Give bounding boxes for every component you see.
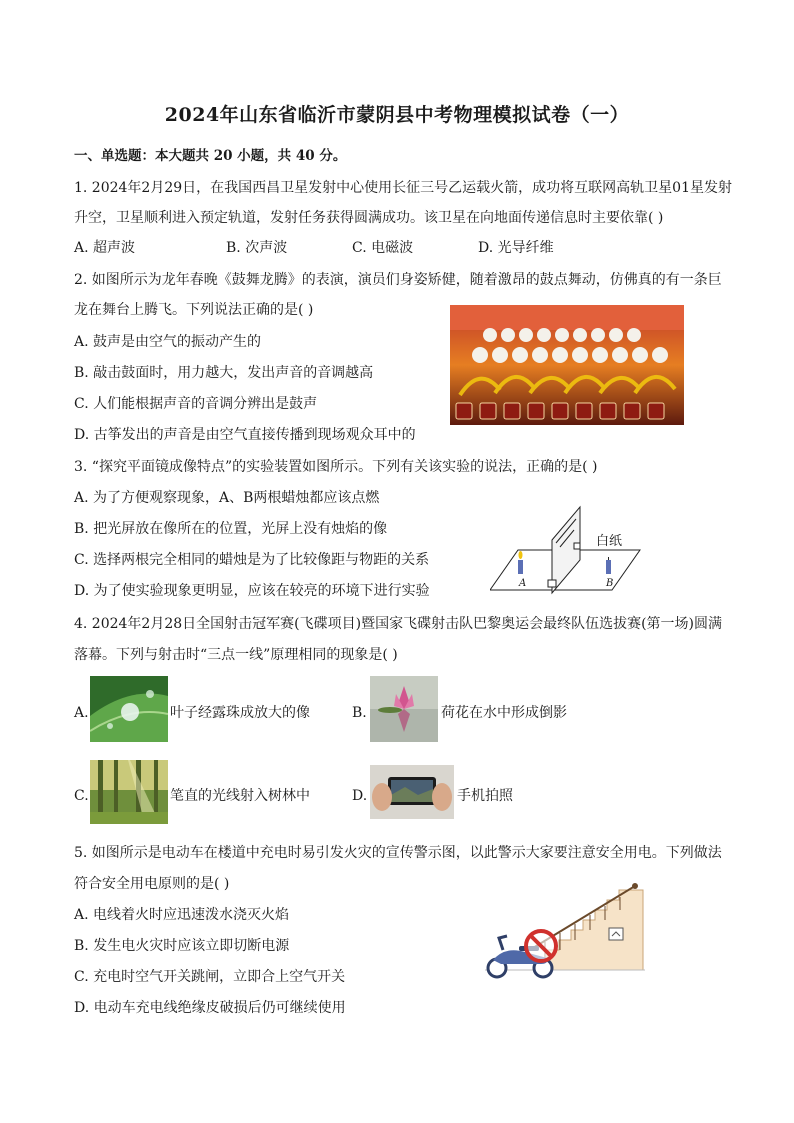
q5-option-a: A. 电线着火时应迅速泼水浇灭火焰 bbox=[74, 907, 290, 923]
q1-option-c: C. 电磁波 bbox=[352, 240, 414, 256]
candle-b-label: B bbox=[606, 578, 614, 589]
section-header: 一、单选题：本大题共 20 小题，共 40 分。 bbox=[74, 148, 347, 164]
paper-label: 白纸 bbox=[596, 534, 623, 549]
q2-option-c: C. 人们能根据声音的音调分辨出是鼓声 bbox=[74, 396, 318, 412]
q2-stem-line2: 龙在舞台上腾飞。下列说法正确的是( ) bbox=[74, 302, 314, 318]
ebike-warning-image bbox=[485, 880, 645, 982]
q1-option-a: A. 超声波 bbox=[74, 240, 136, 256]
q1-option-b: B. 次声波 bbox=[226, 240, 288, 256]
q4-option-b-letter: B. bbox=[352, 705, 367, 721]
q1-stem-line2: 升空，卫星顺利进入预定轨道，发射任务获得圆满成功。该卫星在向地面传递信息时主要依靠( ) bbox=[74, 210, 664, 226]
forest-light-image bbox=[90, 760, 168, 824]
q4-stem-line1: 4. 2024年2月28日全国射击冠军赛(飞碟项目)暨国家飞碟射击队巴黎奥运会最终队伍选拔赛(第一场)圆满 bbox=[74, 616, 723, 632]
q4-option-c-letter: C. bbox=[74, 788, 89, 804]
q3-option-c: C. 选择两根完全相同的蜡烛是为了比较像距与物距的关系 bbox=[74, 552, 430, 568]
plane-mirror-diagram bbox=[490, 505, 645, 595]
q2-stem-line1: 2. 如图所示为龙年春晚《鼓舞龙腾》的表演，演员们身姿矫健，随着激昂的鼓点舞动，仿佛真的有一条巨 bbox=[74, 272, 722, 288]
q3-option-b: B. 把光屏放在像所在的位置，光屏上没有烛焰的像 bbox=[74, 521, 388, 537]
phone-photo-image bbox=[370, 765, 454, 819]
q4-option-a: 叶子经露珠成放大的像 bbox=[170, 705, 310, 721]
q4-option-d: 手机拍照 bbox=[457, 788, 513, 804]
q4-stem-line2: 落幕。下列与射击时“三点一线”原理相同的现象是( ) bbox=[74, 647, 398, 663]
q4-option-b: 荷花在水中形成倒影 bbox=[441, 705, 567, 721]
q2-option-a: A. 鼓声是由空气的振动产生的 bbox=[74, 334, 262, 350]
q3-stem: 3. “探究平面镜成像特点”的实验装置如图所示。下列有关该实验的说法，正确的是( ) bbox=[74, 459, 598, 475]
q2-option-d: D. 古筝发出的声音是由空气直接传播到现场观众耳中的 bbox=[74, 427, 416, 443]
q3-option-d: D. 为了使实验现象更明显，应该在较亮的环境下进行实验 bbox=[74, 583, 430, 599]
q4-option-c: 笔直的光线射入树林中 bbox=[170, 788, 310, 804]
q5-option-b: B. 发生电火灾时应该立即切断电源 bbox=[74, 938, 290, 954]
candle-a-label: A bbox=[519, 578, 527, 589]
q5-stem-line1: 5. 如图所示是电动车在楼道中充电时易引发火灾的宣传警示图，以此警示大家要注意安全用电。下列做法 bbox=[74, 845, 722, 861]
drum-performance-image bbox=[450, 305, 684, 425]
lotus-reflection-image bbox=[370, 676, 438, 742]
q4-option-d-letter: D. bbox=[352, 788, 368, 804]
q4-option-a-letter: A. bbox=[74, 705, 89, 721]
dew-drop-image bbox=[90, 676, 168, 742]
q3-option-a: A. 为了方便观察现象，A、B两根蜡烛都应该点燃 bbox=[74, 490, 380, 506]
q5-option-d: D. 电动车充电线绝缘皮破损后仍可继续使用 bbox=[74, 1000, 346, 1016]
q5-stem-line2: 符合安全用电原则的是( ) bbox=[74, 876, 230, 892]
page-title: 2024年山东省临沂市蒙阴县中考物理模拟试卷（一） bbox=[164, 104, 630, 126]
q1-option-d: D. 光导纤维 bbox=[478, 240, 554, 256]
q2-option-b: B. 敲击鼓面时，用力越大，发出声音的音调越高 bbox=[74, 365, 374, 381]
q5-option-c: C. 充电时空气开关跳闸，立即合上空气开关 bbox=[74, 969, 346, 985]
q1-stem-line1: 1. 2024年2月29日，在我国西昌卫星发射中心使用长征三号乙运载火箭，成功将互联网高轨卫星01星发射 bbox=[74, 180, 732, 196]
